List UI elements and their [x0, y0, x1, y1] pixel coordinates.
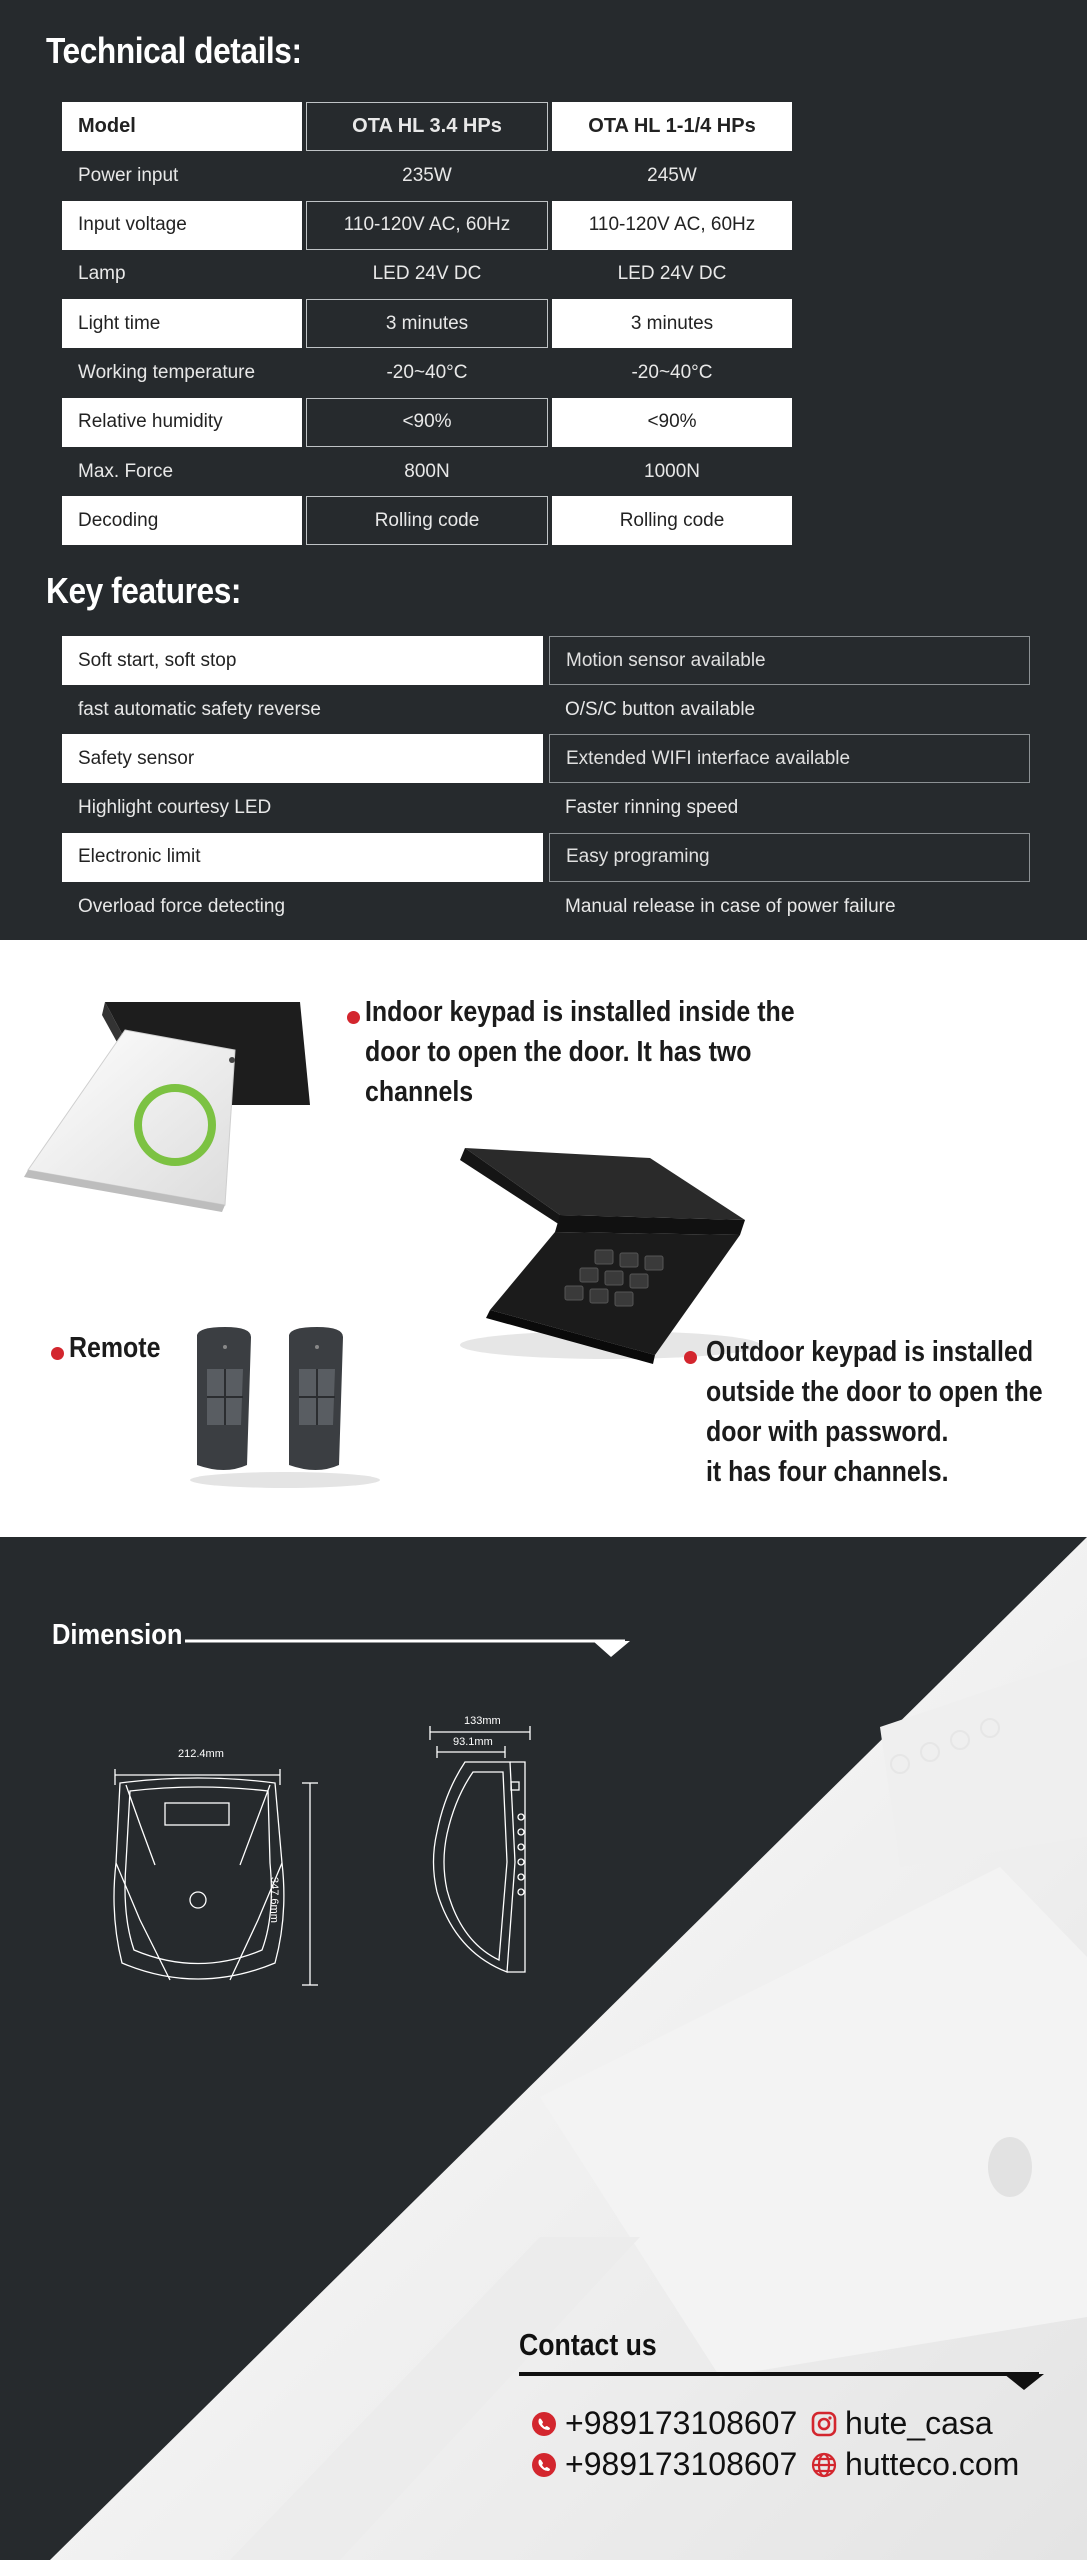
table-cell: Max. Force [78, 460, 174, 482]
website-text[interactable]: hutteco.com [845, 2446, 1020, 2482]
feature-item: Highlight courtesy LED [78, 797, 272, 819]
front-view-drawing [110, 1745, 340, 1995]
table-row [62, 349, 792, 398]
instagram-text[interactable]: hute_casa [845, 2405, 993, 2441]
table-cell: Rolling code [306, 496, 548, 545]
dimension-underline [185, 1638, 630, 1658]
side-inner-label: 93.1mm [453, 1736, 493, 1748]
indoor-bullet [347, 1011, 360, 1024]
outdoor-bullet [684, 1351, 697, 1364]
feature-item: Manual release in case of power failure [565, 895, 896, 917]
outdoor-line-2: outside the door to open the [706, 1376, 1043, 1408]
whatsapp-icon [531, 2452, 557, 2478]
side-view-drawing [425, 1722, 545, 1987]
table-cell: LED 24V DC [372, 263, 482, 285]
feature-row [62, 685, 1030, 734]
table-cell: -20~40°C [631, 362, 713, 383]
table-row [62, 496, 792, 545]
table-cell: Working temperature [78, 362, 256, 383]
table-cell: Rolling code [552, 496, 792, 545]
feature-item: Easy programing [549, 833, 1030, 882]
table-cell: 1000N [644, 460, 700, 482]
table-cell: Light time [62, 299, 302, 348]
phone-1-text[interactable]: +989173108607 [565, 2405, 798, 2441]
table-cell: OTA HL 1-1/4 HPs [552, 102, 792, 151]
outdoor-line-4: it has four channels. [706, 1456, 949, 1488]
feature-item: Motion sensor available [549, 636, 1030, 685]
feature-row [62, 734, 1030, 783]
indoor-line-1: Indoor keypad is installed inside the [365, 996, 795, 1028]
feature-item: Extended WIFI interface available [549, 734, 1030, 783]
table-cell: LED 24V DC [617, 263, 727, 285]
feature-item: Overload force detecting [78, 895, 286, 917]
technical-details-title: Technical details: [46, 30, 302, 71]
table-cell: Power input [78, 164, 179, 186]
table-cell: Lamp [78, 263, 126, 285]
remote-bullet [51, 1347, 64, 1360]
table-row [62, 299, 792, 348]
globe-icon [811, 2452, 837, 2478]
remote-text: Remote [69, 1332, 161, 1364]
table-cell: 3 minutes [552, 299, 792, 348]
feature-row [62, 833, 1030, 882]
feature-item: Faster rinning speed [565, 797, 739, 819]
feature-row [62, 784, 1030, 833]
table-cell: 110-120V AC, 60Hz [306, 201, 548, 250]
table-row [62, 398, 792, 447]
whatsapp-icon [531, 2411, 557, 2437]
dimension-title: Dimension [52, 1619, 183, 1651]
indoor-line-2: door to open the door. It has two [365, 1036, 752, 1068]
table-cell: 800N [404, 460, 450, 482]
table-cell: 235W [402, 164, 452, 186]
table-cell: -20~40°C [386, 362, 468, 383]
outdoor-line-1: Outdoor keypad is installed [706, 1336, 1034, 1368]
feature-item: O/S/C button available [565, 698, 756, 720]
indoor-keypad-text [365, 992, 795, 1112]
contact-underline [519, 2370, 1044, 2392]
table-cell: OTA HL 3.4 HPs [306, 102, 548, 151]
accessories-section [0, 940, 1087, 1537]
contact-website[interactable] [811, 2446, 1019, 2483]
feature-item: Safety sensor [62, 734, 543, 783]
table-row [62, 447, 792, 496]
table-row [62, 250, 792, 299]
feature-item: Electronic limit [62, 833, 543, 882]
table-cell: <90% [552, 398, 792, 447]
feature-row [62, 636, 1030, 685]
table-cell: <90% [306, 398, 548, 447]
feature-item: fast automatic safety reverse [78, 698, 321, 720]
feature-item: Soft start, soft stop [62, 636, 543, 685]
phone-2-text[interactable]: +989173108607 [565, 2446, 798, 2482]
table-cell: 3 minutes [306, 299, 548, 348]
contact-phone-2[interactable] [531, 2446, 797, 2483]
table-header-row [62, 102, 792, 151]
table-cell: 245W [647, 164, 697, 186]
table-cell: Decoding [62, 496, 302, 545]
contact-phone-1[interactable] [531, 2405, 797, 2442]
table-row [62, 151, 792, 200]
contact-title: Contact us [519, 2327, 657, 2362]
indoor-line-3: channels [365, 1076, 474, 1108]
feature-row [62, 882, 1030, 931]
front-width-label: 212.4mm [178, 1748, 224, 1760]
table-cell: Input voltage [62, 201, 302, 250]
key-features-title: Key features: [46, 570, 242, 611]
table-cell: Model [62, 102, 302, 151]
side-width-label: 133mm [464, 1715, 501, 1727]
instagram-icon [811, 2411, 837, 2437]
table-cell: 110-120V AC, 60Hz [552, 201, 792, 250]
outdoor-keypad-text [706, 1332, 1043, 1492]
outdoor-line-3: door with password. [706, 1416, 949, 1448]
contact-instagram[interactable] [811, 2405, 993, 2442]
table-cell: Relative humidity [62, 398, 302, 447]
indoor-keypad-image [10, 990, 330, 1220]
remote-controls-image [185, 1325, 385, 1490]
table-row [62, 201, 792, 250]
front-height-label: 347.6mm [268, 1877, 280, 1923]
